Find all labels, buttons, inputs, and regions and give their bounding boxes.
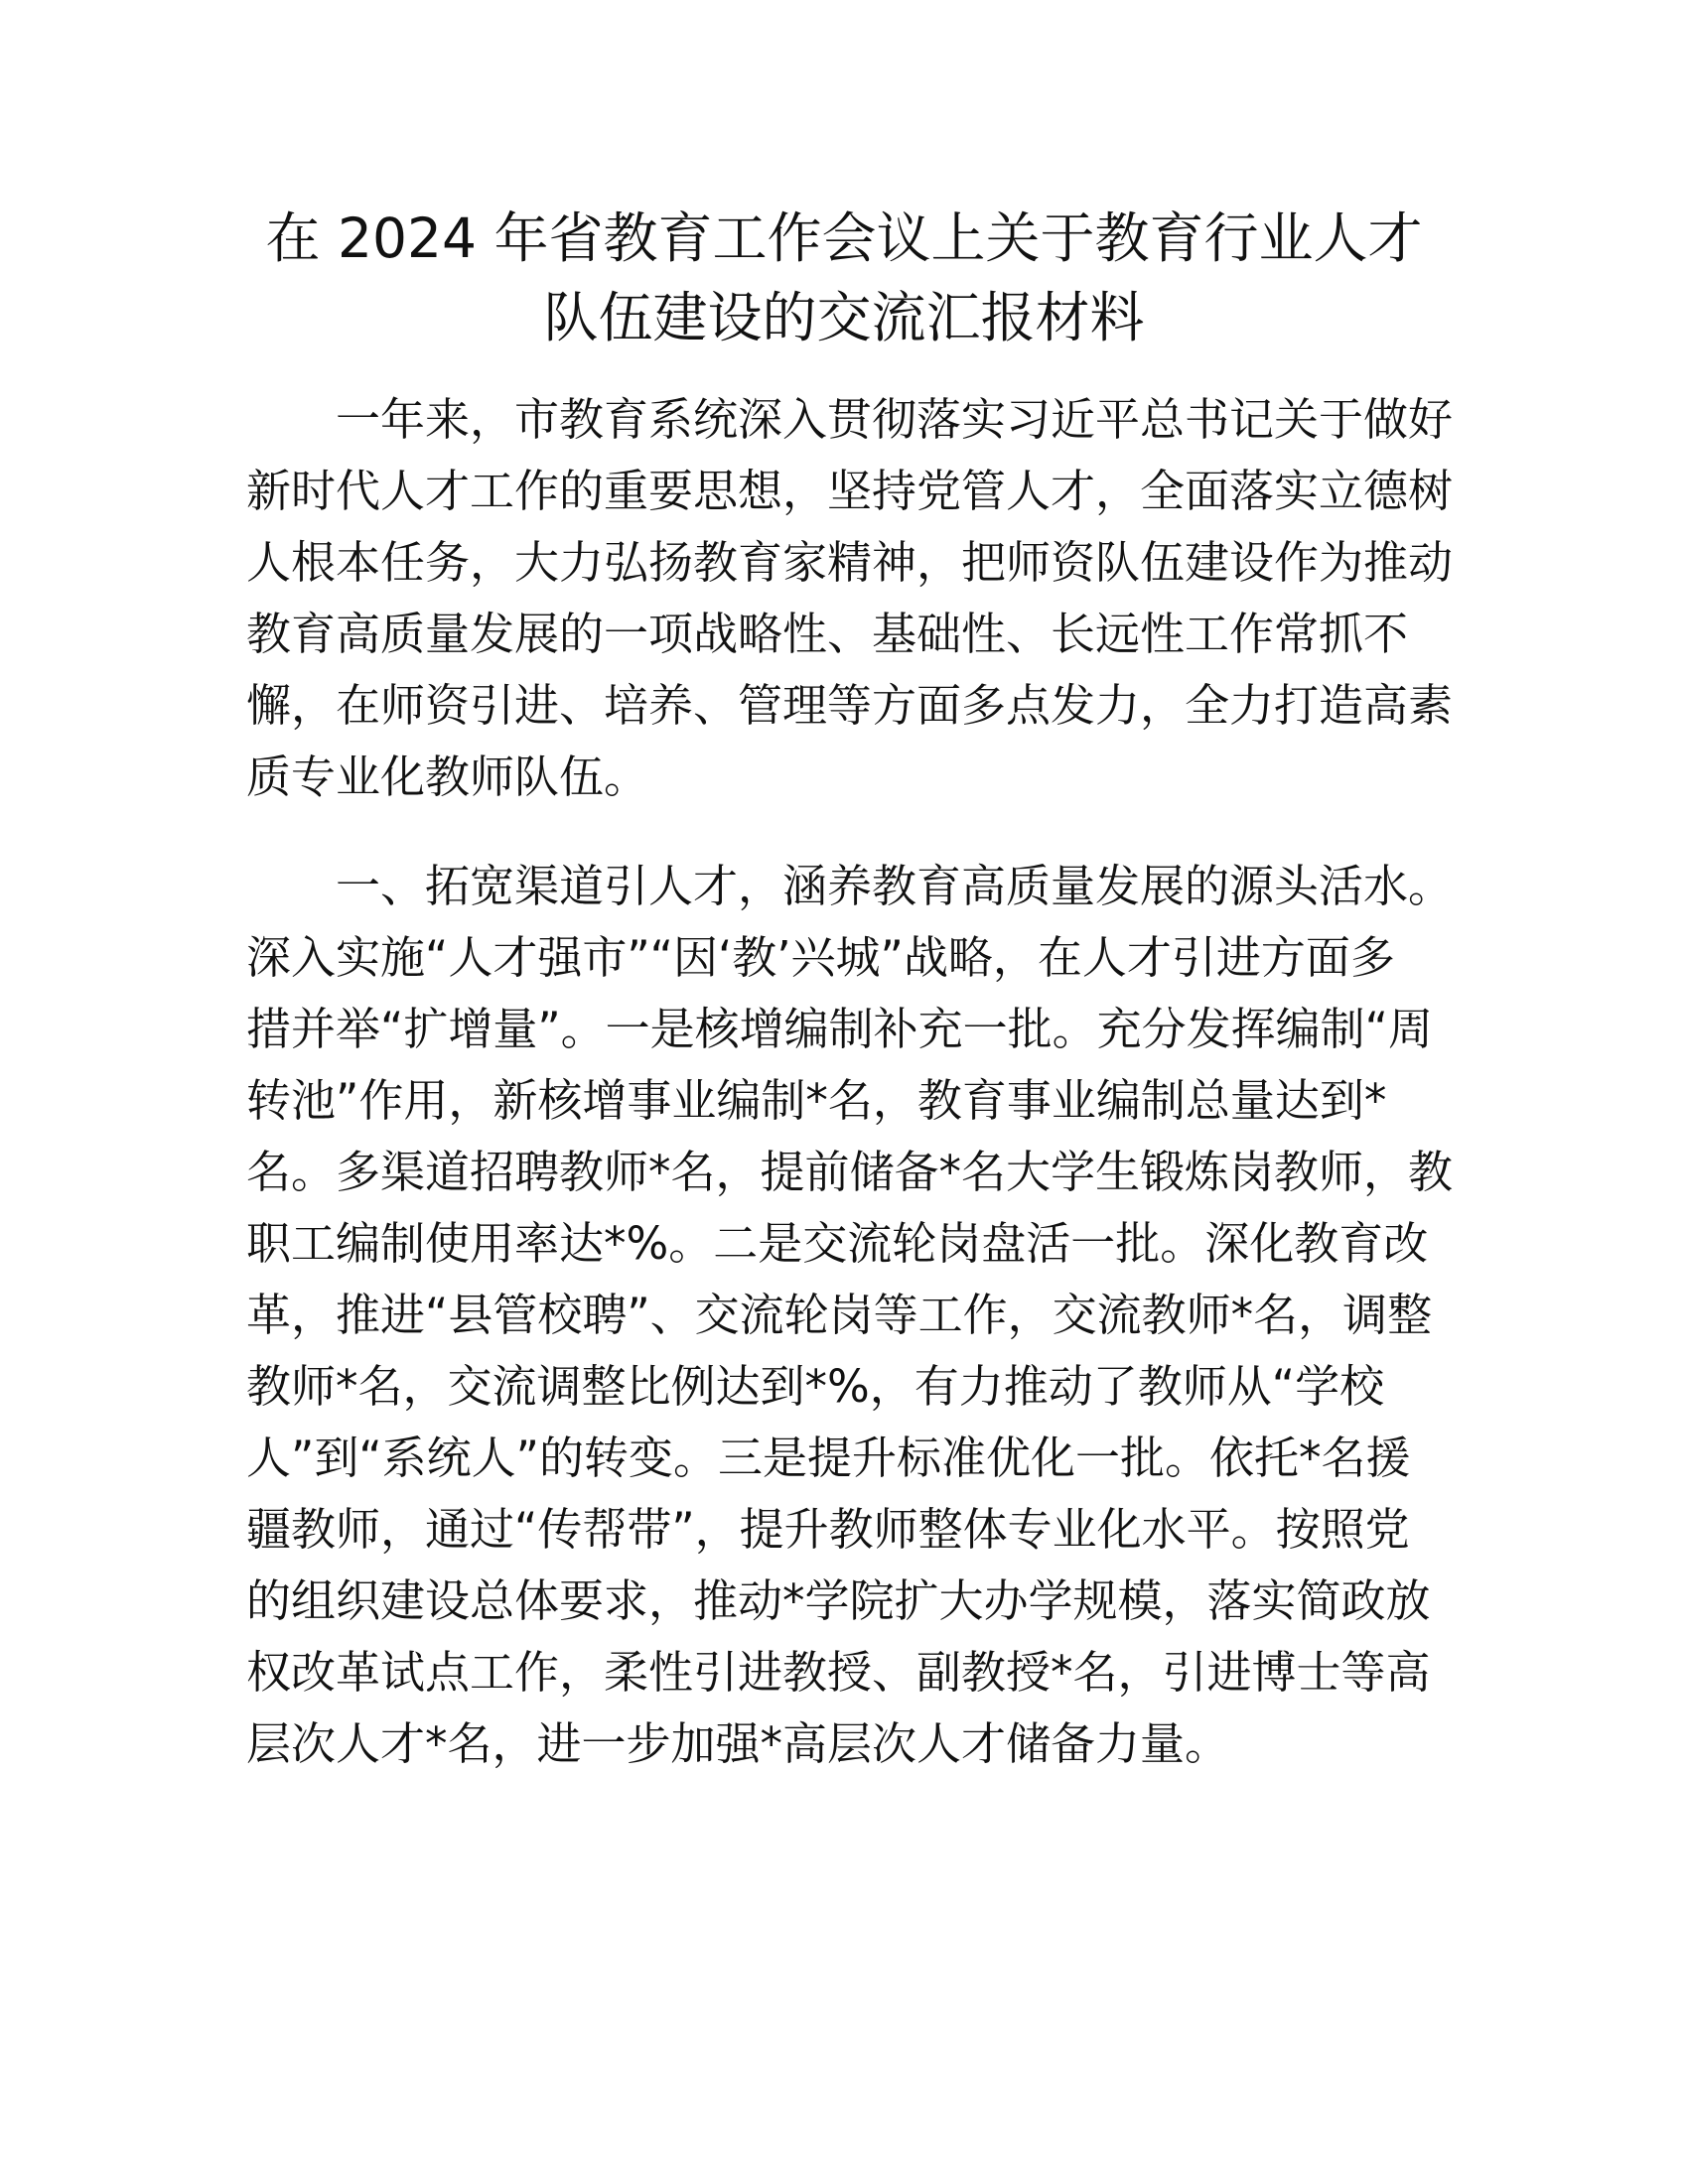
section-one-line-6: 职工编制使用率达*%。二是交流轮岗盘活一批。深化教育改 bbox=[246, 1217, 1429, 1270]
intro-line-5: 懈，在师资引进、培养、管理等方面多点发力，全力打造高素 bbox=[246, 679, 1454, 732]
title-line-1: 在 2024 年省教育工作会议上关于教育行业人才 bbox=[265, 206, 1423, 270]
section-one-line-2: 深入实施“人才强市”“因‘教’兴城”战略，在人才引进方面多 bbox=[246, 931, 1395, 984]
section-one-line-7: 革，推进“县管校聘”、交流轮岗等工作，交流教师*名，调整 bbox=[246, 1289, 1433, 1341]
intro-line-2: 新时代人才工作的重要思想，坚持党管人才，全面落实立德树 bbox=[246, 465, 1454, 517]
section-one-line-5: 名。多渠道招聘教师*名，提前储备*名大学生锻炼岗教师，教 bbox=[246, 1146, 1454, 1198]
section-one-heading-line: 一、拓宽渠道引人才，涵养教育高质量发展的源头活水。 bbox=[336, 860, 1454, 912]
section-one-line-3: 措并举“扩增量”。一是核增编制补充一批。充分发挥编制“周 bbox=[246, 1003, 1433, 1055]
section-one-line-12: 权改革试点工作，柔性引进教授、副教授*名，引进博士等高 bbox=[246, 1646, 1431, 1699]
intro-line-3: 人根本任务，大力弘扬教育家精神，把师资队伍建设作为推动 bbox=[246, 536, 1454, 589]
document-title bbox=[218, 199, 1470, 357]
section-one-line-13: 层次人才*名，进一步加强*高层次人才储备力量。 bbox=[246, 1717, 1230, 1770]
section-one-line-9: 人”到“系统人”的转变。三是提升标准优化一批。依托*名援 bbox=[246, 1432, 1411, 1484]
intro-line-4: 教育高质量发展的一项战略性、基础性、长远性工作常抓不 bbox=[246, 608, 1409, 660]
section-one-line-8: 教师*名，交流调整比例达到*%，有力推动了教师从“学校 bbox=[246, 1360, 1385, 1413]
intro-line-6: 质专业化教师队伍。 bbox=[246, 751, 649, 803]
title-line-2: 队伍建设的交流汇报材料 bbox=[543, 286, 1145, 349]
intro-line-1: 一年来，市教育系统深入贯彻落实习近平总书记关于做好 bbox=[336, 393, 1454, 446]
section-one-line-4: 转池”作用，新核增事业编制*名，教育事业编制总量达到* bbox=[246, 1074, 1387, 1127]
section-one-line-11: 的组织建设总体要求，推动*学院扩大办学规模，落实简政放 bbox=[246, 1574, 1431, 1627]
section-one-line-10: 疆教师，通过“传帮带”，提升教师整体专业化水平。按照党 bbox=[246, 1503, 1410, 1556]
